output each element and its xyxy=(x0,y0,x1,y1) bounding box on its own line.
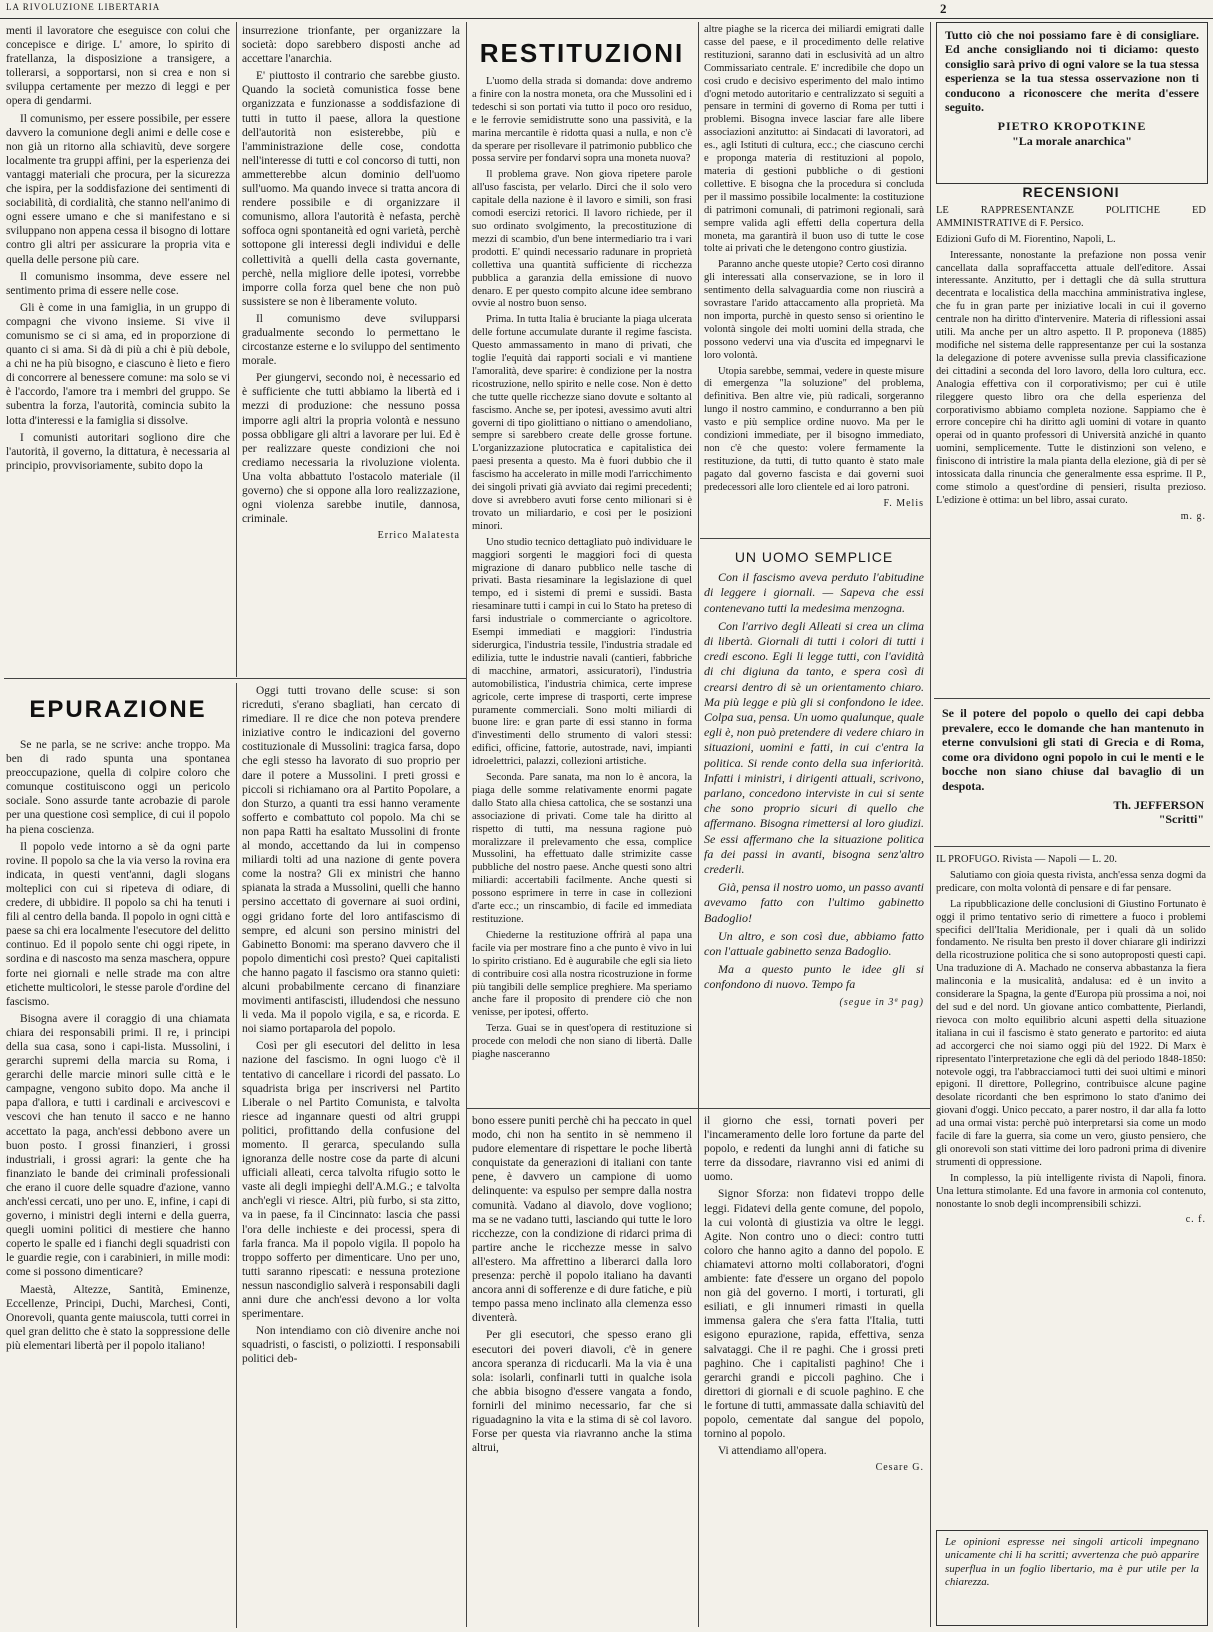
signature: c. f. xyxy=(1185,1214,1206,1226)
recensioni-headline: RECENSIONI xyxy=(1022,184,1120,200)
quote-source: "Scritti" xyxy=(1158,812,1204,827)
book-publisher: Edizioni Gufo di M. Fiorentino, Napoli, L. xyxy=(936,233,1116,245)
epurazione-col-1 xyxy=(6,738,230,1628)
paragraph: Il popolo vede intorno a sè da ogni parte rovine. Il popolo sa che la via verso la rovina era indicata, in questi vent'anni, dagli slogans molteplici con cui si ripeteva di odiare, di credere, di ubbidire. Il popolo sa chi ha tenuti i fili al centro della banda. Il popolo in ogni città e paese sa chi era localmente l'esecutore del delitto continuo. Ed il popolo sente chi oggi ripete, in sordina e di nascosto ma senza maschera, oppure forte nei giornali e nelle strade ma con altre etichette multicolori, le stesse parole d'ordine del fascismo. xyxy=(6,840,230,1008)
section-rule xyxy=(700,538,930,539)
epurazione-col-2 xyxy=(242,684,460,1628)
section-rule xyxy=(934,698,1210,699)
comunismo-col-1 xyxy=(6,24,230,678)
paragraph: La ripubblicazione delle conclusioni di Giustino Fortunato è oggi il primo tentativo serio di rimettere a fuoco i problemi specifici dell'Italia Meridionale, per i quali dà un solido fondamento. Ne risulta ben presto il dover chiarare gli indirizzi della ricostruzione politica che si sono autoproposti questi capi. Una traduzione di A. Machado ne conserva abbastanza la fiera malinconia e la musicalità, andalusa: ed è un invito a considerare la Spagna, la gente d'Europa più prossima a noi, noi del sud e del nord. Un giovane antico combattente, Pierlandi, rievoca con molto equilibrio alcuni aspetti della situazione italiana in cui il fascismo è stato generato e partorito: ed aiuta ad accorgerci che noi siamo oggi più del 1922. Di Marx è ripresentato l'interpretazione che egli dà del periodo 1848-1850: notevole oggi, tra l'abbracciamoci tutti dei suoi ultimi e minori epigoni. Il direttore, Pollegrino, contribuisce alcune pagine desolate ricordanti che ben esprimono lo stato d'animo dei giovani d'oggi. Unico peccato, a parer nostro, il dar alla fa lotto ad una ormai vista: perchè può interpretarsi sia come un modo facile di fare la guerra, sia come un vero, giusto pensiero, che gli onorevoli son stati vittime dei loro padroni prima di divenire strumenti di oppressione. xyxy=(936,898,1206,1168)
paragraph: Il problema grave. Non giova ripetere parole all'uso fascista, per velarlo. Dirci che il solo vero capitale della nazione è il lavoro e simili, son frasi comodi esercizi retorici. Il lavoro richiede, per il suo ordinato svolgimento, la precostituzione di mezzi di scambio, d'un bene intermediario tra i vari prodotti. E' quindi necessario radunare in proprietà collettiva una quantità sufficiente di ricchezza pubblica a garanzia della emissione di nuovo denaro. E per questo compito alcune idee sembrano ovvie al nostro buon senso. xyxy=(472,169,692,310)
paragraph: Il comunismo deve svilupparsi gradualmente secondo lo permettano le circostanze esterne e lo sviluppo del sentimento morale. xyxy=(242,312,460,368)
paragraph: Il comunismo, per essere possibile, per essere davvero la comunione degli animi e delle cose e non già un ritorno alla schiavitù, deve sorgere localmente tra gruppi affini, per la esperienza dei vantaggi materiali che procura, per la sicurezza che ispira, per la soddisfazione dei sentimenti di sociabilità, di cordialità, che stanno nell'animo di ogni essere umano e che si manifestano e si sviluppano non appena cessa il bisogno di lottare contro gli altri per assicurare la propria vita e quella delle persone più care. xyxy=(6,112,230,266)
quote-author: Th. JEFFERSON xyxy=(1113,797,1204,812)
paragraph: I comunisti autoritari sogliono dire che l'autorità, il governo, la dittatura, è necessaria al principio, provvisoriamente, subito dopo la xyxy=(6,431,230,472)
uomo-semplice-headline: UN UOMO SEMPLICE xyxy=(734,549,894,565)
paragraph: Con l'arrivo degli Alleati si crea un clima di libertà. Giornali di tutti i colori di tutti i credi escono. Egli li legge tutti, con l'avidità di chi digiuna da tanto, e spera così di crearsi dentro di sè un orientamento chiaro. Ma più legge e più gli si confondono le idee. Colpa sua, pensa. Un uomo qualunque, quale egli è, non può pretendere di vedere chiaro in situazioni, uomini e fatti, in cui c'entra la politica. Si rende conto della sua inferiorità. Infatti i ministri, i dirigenti attuali, scrivono, parlano, concedono interviste in cui si sente che sono proprio sicuri di quello che affermano. Bisogna rimettersi al loro giudizi. Se essi affermano che la situazione politica fa dei passi in avanti, bisogna senz'altro crederli. xyxy=(704,618,924,876)
column-rule xyxy=(466,22,467,1627)
paragraph: Seconda. Pare sanata, ma non lo è ancora, la piaga delle somme relativamente enormi pagate dallo Stato alla chiesa cattolica, che se sostanzi una associazione di privati. Come tale ha diritto al rispetto di tutti, ma nessuna ragione può moralizzare il prelevamento che essa, complice Mussolini, ha effettuato dalle strimizite casse pubbliche del nostro paese. Anche questi sono altri miliardi: accertabili facilmente. Anche questi si possono esprimere in terre in case in collezioni d'arte ecc.; un rinscambio, di facile ed immediata restituzione. xyxy=(472,772,692,925)
paragraph: insurrezione trionfante, per organizzare la società: dopo sarebbero disposti anche ad accettare l'anarchia. xyxy=(242,25,460,66)
kropotkin-quote-box xyxy=(936,22,1208,184)
paragraph: Per giungervi, secondo noi, è necessario ed è sufficiente che tutti abbiamo la libertà ed i mezzi di produzione: che nessuno possa imporre agli altri la propria volontà e nessuno possa obbligare gli altri a lavorare per lui. Ed è per realizzare queste condizioni che noi crediamo necessaria la rivoluzione violenta. Una volta abbattuto l'ostacolo materiale (il governo) che si oppone alla loro realizzazione, ogni violenza sarebbe inutile, dannosa, criminale. xyxy=(242,372,460,526)
paragraph: Un altro, e son così due, abbiamo fatto con l'attuale gabinetto senza Badoglio. xyxy=(704,928,924,958)
paragraph: L'uomo della strada si domanda: dove andremo a finire con la nostra moneta, ora che Mussolini ed i tedeschi si son portati via tutto il poco oro residuo, e le ferrovie semidistrutte sono una passività, e la marina mercantile è ridotta quasi a nulla, e non c'è da sperare per risollevare il patrimonio pubblico che possa servire per fondarvi sopra una moneta nuova? xyxy=(472,76,692,165)
paragraph: bono essere puniti perchè chi ha peccato in quel modo, chi non ha sentito in sè nemmeno il pudore elementare di rispettare le poche libertà conquistate da generazioni di italiani con tante pene, è davvero un campione di uomo delinquente: va espulso per sempre dalla nostra comunità. Vadano al diavolo, dove vogliono; ma se ne vadano tutti, lasciando qui tutte le loro ricchezze, con la condizione di ridarci prima di partire anche le ricchezze messe in salvo all'estero. Ma affrettino a liberarci dalla loro presenza: perchè il popolo italiano ha davanti ancora anni di sofferenze e di dure fatiche, e più tempo passa meno inclinato alla clemenza esso diventerà. xyxy=(472,1115,692,1325)
paragraph: Per gli esecutori, che spesso erano gli esecutori dei poveri diavoli, c'è in genere ancora speranza di ricducarli. Ma la via è una sola: isolarli, confinarli tutti in qualche isola che abbia bisogno d'essere vangata a fondo, fornirli del minimo necessario, far che si riguadagnino la vita e la stima di sè col lavoro. Forse per questa via riavranno anche la stima altrui, xyxy=(472,1329,692,1455)
recensioni xyxy=(936,182,1206,692)
paragraph: Non intendiamo con ciò divenire anche noi squadristi, o fascisti, o poliziotti. I responsabili politici deb- xyxy=(242,1325,460,1366)
signature: Errico Malatesta xyxy=(377,530,460,542)
epurazione-headline: EPURAZIONE xyxy=(29,696,207,723)
paragraph: Così per gli esecutori del delitto in lesa nazione del fascismo. In ogni luogo c'è il tentativo di cancellare i ricordi del passato. Lo squadrista briga per inscriversi nel Partito Liberale o nel Partito Comunista, e talvolta riesce ad ingannare questi od altri gruppi politici, profittando della confusione del momento. Il gerarca, speculando sulla ignoranza delle nostre cose da parte di alcuni ufficiali alleati, cerca talvolta rifugio sotto le vaste ali degli impieghi dell'A.M.G.; e talvolta anch'egli vi riesce. Altri, più furbo, si sta zitto, va in paese, fa il Cincinnato: lascia che passi l'ora delle inchieste e dei processi, spera di farla franca. Ma il popolo vigila. Il popolo ha troppo sofferto per dimenticare. Uno per uno, tutti saranno ripescati: e nessuna protezione nessun nascondiglio salverà i responsabili dagli anni dure che anch'essi devono a lor volta sperimentare. xyxy=(242,1040,460,1321)
paragraph: Se ne parla, se ne scrive: anche troppo. Ma ben di rado spunta una spontanea preoccupazione, quella di colpire coloro che comunque costituiscono oggi un pericolo sociale. Sono assurde tante acrobazie di parole per una questione così semplice, di cui il popolo ha piena coscienza. xyxy=(6,739,230,836)
restituzioni-col-2 xyxy=(704,24,924,536)
signature: m. g. xyxy=(1180,510,1206,522)
column-rule xyxy=(236,22,237,677)
quote-author: PIETRO KROPOTKINE xyxy=(997,119,1147,134)
paragraph: Con il fascismo aveva perduto l'abitudine di leggere i giornali. — Sapeva che essi contenevano tutti la medesima menzogna. xyxy=(704,570,924,615)
running-head xyxy=(0,0,1213,19)
book-title: LE RAPPRESENTANZE POLITICHE ED AMMINISTRATIVE di F. Persico. xyxy=(936,204,1206,229)
paragraph: Già, pensa il nostro uomo, un passo avanti avevamo fatto con l'ultimo gabinetto Badoglio! xyxy=(704,880,924,925)
paragraph: Chiederne la restituzione offrirà al papa una facile via per mostrare fino a che punto è vivo in lui lo spirito cristiano. Ed è augurabile che egli sia lieto di contribuire così alla nostra ricostruzione in forme più tangibili delle semplice preghiere. Ma speriamo anche fare il proposito di prendere ciò che non venisse, per ipotesi, offerto. xyxy=(472,929,692,1019)
paragraph: Uno studio tecnico dettagliato può individuare le maggiori sorgenti le maggiori foci di questa migrazione di danaro pubblico nelle tasche di privati. Basta riesaminare la legislazione di quel tempo, ed i sistemi di premi e sussidi. Basta riesaminare tutti i campi in cui lo Stato ha preteso di farsi industriale o commerciante o agricoltore. Esempi immediati e maggiori: l'industria siderurgica, l'industria tessile, l'industria stradale ed edilizia, tutte le industrie navali (cantieri, fabbriche di macchine, armatori, assicuratori), l'industria automobilistica, l'industria chimica, certe imprese agricole, certe imprese di trasporti, certe imprese puramente commerciali. Sono molti miliardi di buone lire: e gran parte di essi stanno in forma d'investimenti dello strumento di valori stessi: edifici, officine, fattorie, autostrade, navi, impianti idroelettrici, palazzi, collezioni artistiche. xyxy=(472,536,692,768)
paragraph: Gli è come in una famiglia, in un gruppo di compagni che vivono insieme. Si vive il comunismo se ci si ama, ed in proporzione di quanto ci si ama. Si dà di più a chi è più debole, a chi ne ha più bisogno, e ciascuno è lieto e fiero di concorrere al benessere comune: ma solo se vi è l'accordo, l'amore tra i membri del gruppo. Se subentra la forza, l'autorità, comincia subito la lotta d'interessi e la famiglia si dissolve. xyxy=(6,301,230,427)
paragraph: Vi attendiamo all'opera. xyxy=(718,1445,827,1458)
quote-source: "La morale anarchica" xyxy=(1012,133,1132,148)
paragraph: Maestà, Altezze, Santità, Eminenze, Eccellenze, Principi, Duchi, Marchesi, Conti, Onorevoli, quanta gente maiuscola, tutti correi in quel gran delitto che è stato la soppressione delle più elementari libertà per il popolo italiano! xyxy=(6,1283,230,1352)
continuation-note: (segue in 3ª pag) xyxy=(839,996,924,1008)
column-rule xyxy=(698,22,699,1627)
uomo-semplice xyxy=(704,546,924,1106)
column-rule xyxy=(930,22,931,1627)
paragraph: Prima. In tutta Italia è bruciante la piaga ulcerata delle fortune accumulate durante il regime fascista. Questo ammassamento in mano di privati, che toglie l'equità dai rapporti sociali e vi mantiene l'amoralità, deve sparire: è condizione per la nostra ricostruzione, nello spirito e nelle cose. Non è detto che tutte quelle ricchezze siano dovute e soltanto al fascismo. Anche se, per ipotesi, avessimo avuti altri governi di tipo giolittiano o nittiano o amendoliano, sempre si sarebbero create delle grosse fortune. L'organizzazione plutocratica e capitalistica dei paesi presenta a questo. Ma è fuori dubbio che il fascismo ha accelerato in mille modi l'arricchimento dei singoli privati già avviato dai regimi precedenti; dove si avrebbero avuti forse cento milionari si è trovato un miliardario, e così per le posizioni minori. xyxy=(472,314,692,532)
paragraph: E' piuttosto il contrario che sarebbe giusto. Quando la società comunistica fosse bene organizzata e funzionasse a soddisfazione di tutti in tutto il paese, allora la questione dell'autorità non esisterebbe, più e l'amministrazione delle cose, condotta nell'interesse di tutti e col concorso di tutti, non ammetterebbe alcun dominio dell'uomo sull'uomo. Ma quando invece si tratta ancora di rendere possibile e di organizzare il comunismo, allora l'autorità è nefasta, perchè soffoca ogni spontaneità ed ogni varietà, perchè sottopone gli interessi degli individui e delle collettività a quelli della casta governante, perchè, nella migliore delle ipotesi, vorrebbe imporre colla forza quel bene che non può sussistere se non è liberamente voluto. xyxy=(242,70,460,308)
quote-text: Se il potere del popolo o quello dei capi debba prevalere, ecco le domande che han mantenuto in eterne convulsioni gli stati di Grecia e di Roma, come ora dividono ogni popolo in cui le menti e le bocche non siano chiuse dal bavaglio di un despota. xyxy=(942,706,1204,793)
epurazione-col-4 xyxy=(704,1114,924,1628)
signature: Cesare G. xyxy=(875,1462,924,1474)
paper-name: LA RIVOLUZIONE LIBERTARIA xyxy=(6,2,161,12)
quote-text: Tutto ciò che noi possiamo fare è di consigliare. Ed anche consigliando noi ti diciamo: questo consiglio sarà privo di ogni valore se la tua stessa esperienza se la tua stessa osservazione non ti conducono a riconoscere che merita d'essere seguito. xyxy=(945,28,1199,115)
section-rule xyxy=(934,846,1210,847)
paragraph: Il comunismo insomma, deve essere nel sentimento prima di essere nelle cose. xyxy=(6,270,230,297)
disclaimer-text: Le opinioni espresse nei singoli articoli impegnano unicamente chi li ha scritti; avvertenza che può apparire superflua in un foglio libertario, ma è pur utile per la chiarezza. xyxy=(945,1536,1199,1589)
signature: F. Melis xyxy=(883,497,924,509)
page-number: 2 xyxy=(940,1,947,16)
review-title: IL PROFUGO. Rivista — Napoli — L. 20. xyxy=(936,854,1118,865)
paragraph: Terza. Guai se in quest'opera di restituzione si procede con melodi che non siano di libertà. Dalle piaghe nasceranno xyxy=(472,1023,692,1061)
paragraph: Paranno anche queste utopie? Certo così diranno gli interessati alla conservazione, se in loro il sentimento della salvaguardia come non riuscirà a sovrastare l'arido attaccamento alla proprietà. Ma non importa, purchè in questo senso si orientino le volontà singole dei molti uomini della strada, che possono vedervi una via d'uscita ed impegnarvi le loro volontà. xyxy=(704,259,924,361)
paragraph: altre piaghe se la ricerca dei miliardi emigrati dalle casse del paese, e il procedimento delle relative restituzioni, saranno dati in esclusività ad un altro Commissariato centrale. E' incredibile che dopo un così crudo e decisivo esperimento del malo intimo d'ogni metodo autoritario e centralizzato si seguiti a pensare in termini di governo di Roma per tutti i problemi. Bisogna invece lasciar fare alle libere associazioni anzitutto: ai Sindacati di lavoratori, ad es., agli Istituti di cultura, ecc.; che ciascuno cerchi e proponga materia di restituzioni al popolo, materia di gestioni pubbliche o di gestioni collettive. E bisogna che la procedura si concluda per il massimo possibile localmente: la costituzione di patrimoni comunali, di patrimoni regionali, sarà sempre valida agli effetti della copertura della moneta, ma garantirà il buon uso di tutte le cose tolte ai privati che le detengono contro giustizia. xyxy=(704,24,924,255)
paragraph: Signor Sforza: non fidatevi troppo delle leggi. Fidatevi della gente comune, del popolo, la cui volontà di giustizia va oltre le leggi. Agite. Non contro uno o dieci: contro tutti coloro che hanno agito a danno del popolo. E chiamatevi attorno molti collaboratori, d'ogni ambiente: fate d'essere un organo del popolo non già del governo. I morti, i torturati, gli esiliati, e gli innumeri rimasti in quella immensa galera che s'era fatta l'Italia, tutti esigono epurazione, rapida, effettiva, senza salvataggi. Che il re paghi. Che i grossi preti paghino. Che i capitalisti paghino! Che i gerarchi grandi e piccoli paghino. Che i direttori di giornali e di scuole paghino. E che le fortune di tutti, ammassate dalla schiavitù del popolo, cementate dal sangue del popolo, tornino al popolo. xyxy=(704,1188,924,1441)
paragraph: Bisogna avere il coraggio di una chiamata chiara dei responsabili primi. Il re, i principi della sua casa, sono i capi-lista. Mussolini, i gerarchi supremi della marcia su Roma, i gerarchi delle marcie minori sulle città e le campagne, vengono subito dopo. Ma anche il papa d'allora, e tutti i cardinali e arcivescovi e vescovi che han tenuto il sacco e ne hanno accettato la paga, anch'essi debbono avere un buon posto. I grossi finanzieri, i grossi industriali, i grossi agrari: la gente che ha finanziato le bande dei criminali professionali che erano il cuore delle squadre d'azione, vanno anch'essi cercati, uno per uno. E, infine, i capi di governo, i ministri degli interni e della guerra, quegli uomini politici di mestiere che hanno coperto le spalle ed i fianchi degli squadristi con le guardie regie, con i carabinieri, in mille modi: come si possono dimenticare? xyxy=(6,1012,230,1279)
paragraph: menti il lavoratore che eseguisce con colui che concepisce e dirige. L' amore, lo spirito di fratellanza, la disposizione a transigere, a tollerarsi, a sopportarsi, non si crea e non si sviluppa certamente per mezzo di leggi e per opera di gendarmi. xyxy=(6,25,230,108)
jefferson-quote xyxy=(942,706,1204,836)
restituzioni-headline: RESTITUZIONI xyxy=(479,38,685,68)
column-rule xyxy=(236,683,237,1628)
paragraph: il giorno che essi, tornati poveri per l'incameramento delle loro fortune da parte del popolo, e redenti da lunghi anni di fatiche su terre da dissodare, riavranno visi ed animi di uomo. xyxy=(704,1115,924,1184)
paragraph: Oggi tutti trovano delle scuse: si son ricreduti, s'erano sbagliati, han cercato di rimediare. Il re dice che non poteva prendere iniziative contro le indicazioni del governo costituzionale di Mussolini: tragica farsa, dopo che egli stesso ha lavorato di suo proprio per dare il potere a Mussolini. I preti grossi e piccoli si richiamano ora al Partito Popolare, a don Sturzo, a quanti tra essi hanno veramente sofferto e combattuto col popolo. Ma chi se non papa Ratti ha esaltato Mussolini di fronte al mondo, accettando da lui in compenso miliardi tolti ad una nazione di gente povera come la nostra? Gli ex ministri che hanno spianata la strada a Mussolini, quelli che hanno persino accettato di governare ai suoi ordini, oggi gridano forte del loro antifascismo di sempre, ed alcuni son persino ministri del Gabinetto Bonomi: ma sperano davvero che il popolo dimentichi così presto? Quei capitalisti che hanno pagato il fascismo ora stanno quieti: alcuni probabilmente cercano di finanziare movimenti antifascisti, illudendosi che nessuno li veda. Ma il popolo vigila, e sa, e ricorda. E noi siamo portaparola del popolo. xyxy=(242,685,460,1036)
paragraph: Ma a questo punto le idee gli si confondono di nuovo. Tempo fa xyxy=(704,962,924,992)
paragraph: Salutiamo con gioia questa rivista, anch'essa senza dogmi da predicare, con molta volontà di pensare e di far pensare. xyxy=(936,869,1206,894)
comunismo-col-2 xyxy=(242,24,460,678)
paragraph: In complesso, la più intelligente rivista di Napoli, finora. Una lettura stimolante. Ed una favore in armonia col contenuto, nonostante lo snob degli incomprensibili schizzi. xyxy=(936,1172,1206,1210)
profugo-review xyxy=(936,854,1206,1524)
disclaimer-box xyxy=(936,1530,1208,1626)
epurazione-col-3 xyxy=(472,1114,692,1628)
paragraph: Utopia sarebbe, semmai, vedere in queste misure di emergenza "la soluzione" del problema, definitiva. Ben altre vie, più radicali, sorgeranno lungo il nostro cammino, e condurranno a ben più vasto e più semplice ordine nuovo. Ma per le condizioni immediate, per il bisogno immediato, non c'è che questo: volere fermamente la restituzione, da tutti, di tutto quanto è stato male pagato dal governo fascista e dai governi suoi predecessori alle loro clientele ed ai loro patroni. xyxy=(704,365,924,493)
paragraph: Interessante, nonostante la prefazione non possa venir cancellata dalla sopraffaccetta attuale dell'editore. Assai interessante. Anzitutto, per i dettagli che dà sulla struttura decentrata e localistica della macchina amministrativa inglese, che fu in gran parte per iniziative locali in cui il governo centrale non ha diritto d'intervenire. Materia di riflessioni assai utili. Ma anche per un altro aspetto. Il P. proponeva (1885) modifiche nel sistema delle rappresentanze per cui la sostanza la delegazione di potere avvenisse sulla previa classificazione dei cittadini a seconda del loro lavoro, della loro cultura, ecc. Analogia effettiva con il corporativismo; per cui è utile rileggere questo libro ora che della esperienza del corporativismo abbiamo completa nozione. Sappiamo che è errore concepire chi ha diritto agli uomini di votare in quanto operai od in quanto professori di Università anziché in quanto uomini, semplicemente. Tutte le distinzioni son veleno, e finiscono di intristire la mala pianta della elezione, già di per sè intossicata dalla rinuncia che generalmente essa esprime. Il P., come stimolo a quest'ordine di pensieri, risulta prezioso. L'edizione è ottima: un bel libro, assai curato. xyxy=(936,249,1206,506)
section-rule xyxy=(466,1108,930,1109)
section-rule xyxy=(4,678,466,679)
restituzioni-col-1 xyxy=(472,76,692,1106)
